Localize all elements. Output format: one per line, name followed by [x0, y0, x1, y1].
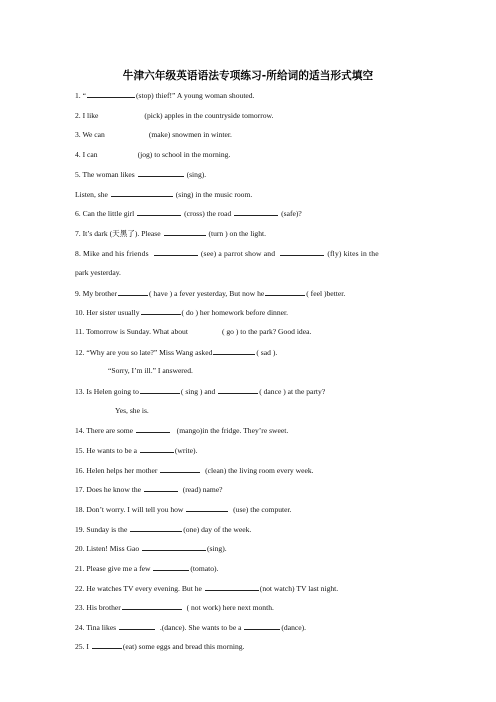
answer-blank[interactable] — [119, 622, 155, 630]
exercise-line — [75, 268, 121, 277]
line-text: ( feel )better. — [306, 289, 346, 298]
answer-blank[interactable] — [122, 602, 182, 610]
line-text: 3. We can — [75, 130, 105, 139]
answer-blank[interactable] — [186, 504, 228, 512]
line-text: (cross) the road — [184, 209, 232, 218]
exercise-line — [108, 366, 193, 375]
line-text: 21. Please give me a few — [75, 564, 151, 573]
exercise-line — [75, 524, 251, 534]
line-text: (clean) the living room every week. — [205, 466, 314, 475]
line-text: (make) snowmen in winter. — [148, 130, 232, 139]
answer-blank[interactable] — [140, 386, 180, 394]
answer-blank[interactable] — [87, 90, 135, 98]
answer-blank[interactable] — [280, 248, 324, 256]
answer-blank[interactable] — [205, 583, 259, 591]
exercise-line — [75, 327, 311, 336]
line-text: ( sad ). — [256, 348, 278, 357]
line-text: 6. Can the little girl — [75, 209, 135, 218]
line-text: (use) the computer. — [233, 505, 292, 514]
line-text: (see) a parrot show and — [200, 249, 276, 258]
line-text: (tomato). — [190, 564, 219, 573]
line-text: 1. “ — [75, 91, 86, 100]
line-text: 7. It’s dark (天黑了). Please — [75, 229, 161, 238]
line-text: 15. He wants to be a — [75, 446, 137, 455]
line-text: park yesterday. — [75, 268, 121, 277]
line-text: 25. I — [75, 642, 89, 651]
line-text: 10. Her sister usually — [75, 308, 140, 317]
exercise-line — [75, 386, 325, 396]
line-text: 23. His brother — [75, 603, 121, 612]
line-text: 24. Tina likes — [75, 623, 117, 632]
exercise-line — [75, 641, 245, 651]
line-text: Listen, she — [75, 190, 108, 199]
answer-blank[interactable] — [138, 169, 184, 177]
exercise-line — [75, 484, 223, 494]
answer-blank[interactable] — [160, 465, 200, 473]
answer-blank[interactable] — [137, 208, 181, 216]
line-text: 16. Helen helps her mother — [75, 466, 158, 475]
line-text: (fly) kites in the — [327, 249, 379, 258]
line-text: (jog) to school in the morning. — [137, 150, 231, 159]
exercise-line — [75, 150, 230, 159]
page-title: 牛津六年级英语语法专项练习-所给词的适当形式填空 — [122, 70, 374, 82]
line-text: (eat) some eggs and bread this morning. — [122, 642, 245, 651]
line-text: (read) name? — [182, 485, 223, 494]
line-text: 19. Sunday is the — [75, 525, 128, 534]
line-text: “Sorry, I’m ill.” I answered. — [108, 366, 193, 375]
line-text: ( sing ) and — [180, 387, 216, 396]
exercise-line — [75, 543, 227, 553]
line-text: (sing) in the music room. — [175, 190, 253, 199]
line-text: (write). — [174, 446, 198, 455]
line-text: 17. Does he know the — [75, 485, 142, 494]
line-text: ( not work) here next month. — [186, 603, 274, 612]
line-text: 14. There are some — [75, 426, 134, 435]
answer-blank[interactable] — [140, 445, 174, 453]
line-text: 22. He watches TV every evening. But he — [75, 584, 202, 593]
exercise-line — [75, 425, 288, 435]
line-text: 18. Don’t worry. I will tell you how — [75, 505, 184, 514]
exercise-line — [75, 228, 266, 238]
line-text: ( do ) her homework before dinner. — [181, 308, 289, 317]
answer-blank[interactable] — [244, 622, 280, 630]
line-text: ( have ) a fever yesterday, But now he — [148, 289, 265, 298]
line-text: (sing). — [186, 170, 207, 179]
exercise-line — [75, 465, 314, 475]
answer-blank[interactable] — [154, 248, 198, 256]
answer-blank[interactable] — [144, 484, 178, 492]
exercise-line — [75, 602, 274, 612]
exercise-line — [75, 288, 345, 298]
exercise-line — [75, 111, 273, 120]
answer-blank[interactable] — [130, 524, 182, 532]
exercise-line — [75, 583, 338, 593]
line-text: 2. I like — [75, 111, 99, 120]
line-text: 13. Is Helen going to — [75, 387, 139, 396]
line-text: .(dance). She wants to be a — [159, 623, 242, 632]
line-text: 4. I can — [75, 150, 98, 159]
exercise-line — [75, 504, 292, 514]
line-text: (mango)in the fridge. They’re sweet. — [176, 426, 289, 435]
line-text: (not watch) TV last night. — [259, 584, 339, 593]
answer-blank[interactable] — [92, 641, 122, 649]
line-text: 8. Mike and his friends — [75, 249, 149, 258]
exercise-line — [75, 563, 218, 573]
line-text: 12. “Why are you so late?” Miss Wang asked — [75, 348, 213, 357]
exercise-line — [75, 307, 288, 317]
exercise-line — [75, 347, 277, 357]
line-text: 5. The woman likes — [75, 170, 135, 179]
line-text: ( dance ) at the party? — [259, 387, 326, 396]
answer-blank[interactable] — [153, 563, 189, 571]
answer-blank[interactable] — [142, 543, 206, 551]
answer-blank[interactable] — [136, 425, 170, 433]
exercise-line — [75, 169, 206, 179]
line-text: (safe)? — [281, 209, 302, 218]
answer-blank[interactable] — [141, 307, 181, 315]
exercise-line — [115, 406, 149, 415]
line-text: (dance). — [281, 623, 307, 632]
line-text: (sing). — [207, 544, 227, 553]
answer-blank[interactable] — [213, 347, 255, 355]
exercise-line — [75, 622, 306, 632]
exercise-line — [75, 130, 232, 139]
line-text: (one) day of the week. — [183, 525, 252, 534]
exercise-line — [75, 248, 379, 258]
answer-blank[interactable] — [164, 228, 206, 236]
line-text: (stop) thief!” A young woman shouted. — [135, 91, 255, 100]
exercise-line — [75, 90, 255, 100]
answer-blank[interactable] — [218, 386, 258, 394]
exercise-line — [75, 445, 197, 455]
exercise-line — [75, 189, 252, 199]
answer-blank[interactable] — [234, 208, 278, 216]
line-text: 9. My brother — [75, 289, 117, 298]
answer-blank[interactable] — [118, 288, 148, 296]
exercise-line — [75, 208, 302, 218]
line-text: Yes, she is. — [115, 406, 149, 415]
line-text: ( go ) to the park? Good idea. — [221, 327, 312, 336]
line-text: 11. Tomorrow is Sunday. What about — [75, 327, 188, 336]
line-text: 20. Listen! Miss Gao — [75, 544, 140, 553]
line-text: (pick) apples in the countryside tomorrow. — [144, 111, 274, 120]
answer-blank[interactable] — [265, 288, 305, 296]
answer-blank[interactable] — [111, 189, 173, 197]
line-text: (turn ) on the light. — [208, 229, 267, 238]
